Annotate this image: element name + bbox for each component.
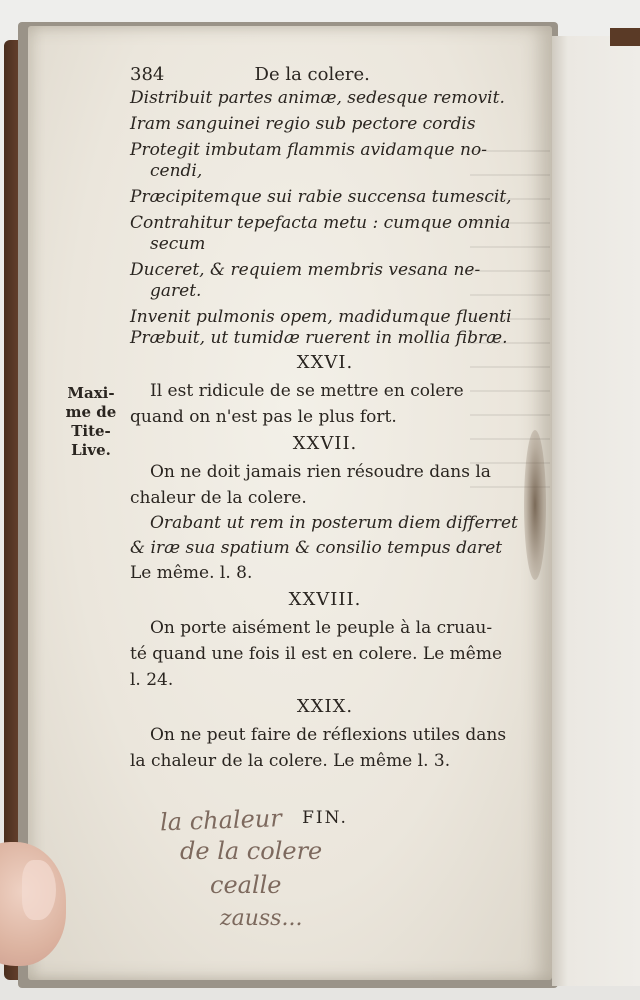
section-line: chaleur de la colere. [130,488,307,508]
section-numeral: XXVI. [296,352,354,373]
running-title: De la colere. [254,64,370,85]
attribution: Le même. l. 8. [130,563,253,583]
running-header [130,64,520,85]
latin-quote-line: & iræ sua spatium & consilio tempus daret [130,538,503,558]
latin-quote-line: Orabant ut rem in posterum diem differret [150,513,518,533]
latin-verses [130,88,520,349]
verse-line: secum [150,234,206,254]
foxing-stain [524,430,546,580]
end-mark: FIN. [302,808,348,828]
section-xxvi [130,352,520,430]
handwritten-line: de la colere [180,837,323,865]
cover-corner [610,28,640,46]
section-xxix [130,696,520,774]
section-line: quand on n'est pas le plus fort. [130,407,397,427]
section-line: On porte aisément le peuple à la cruau- [150,618,493,638]
section-numeral: XXVII. [292,433,358,454]
verse-line: Invenit pulmonis opem, madidumque fluenti [130,307,512,327]
verse-line: Distribuit partes animæ, sedesque removit. [130,88,505,108]
margin-note [62,384,120,460]
page-text [130,64,520,829]
handwritten-line: cealle [210,871,282,899]
verse-line: cendi, [150,161,203,181]
margin-note-line: Tite- [71,422,111,440]
margin-note-line: Live. [71,441,111,459]
verse-line: garet. [150,281,202,301]
section-line: té quand une fois il est en colere. Le même [130,644,503,664]
section-xxviii [130,589,520,693]
margin-note-line: me de [65,403,117,421]
section-numeral: XXVIII. [288,589,362,610]
handwritten-line: la chaleur [159,804,283,837]
margin-note-line: Maxi- [67,384,115,402]
thumbnail-highlight [22,860,56,920]
page-number: 384 [130,64,165,85]
section-line: la chaleur de la colere. Le même l. 3. [130,751,451,771]
section-line: l. 24. [130,670,174,690]
section-line: Il est ridicule de se mettre en colere [150,381,464,401]
facing-page [552,36,640,986]
verse-line: Præbuit, ut tumidæ ruerent in mollia fibræ. [130,328,508,348]
verse-line: Duceret, & requiem membris vesana ne- [130,260,481,280]
section-xxvii [130,433,520,586]
section-numeral: XXIX. [296,696,354,717]
verse-line: Iram sanguinei regio sub pectore cordis [130,114,476,134]
verse-line: Contrahitur tepefacta metu : cumque omnia [130,213,511,233]
verse-line: Protegit imbutam flammis avidamque no- [130,140,487,160]
section-line: On ne peut faire de réflexions utiles dans [150,725,507,745]
section-line: On ne doit jamais rien résoudre dans la [150,462,491,482]
handwritten-line: zauss... [220,906,303,931]
verse-line: Præcipitemque sui rabie succensa tumescit, [130,187,512,207]
handwritten-inscription [150,800,480,936]
